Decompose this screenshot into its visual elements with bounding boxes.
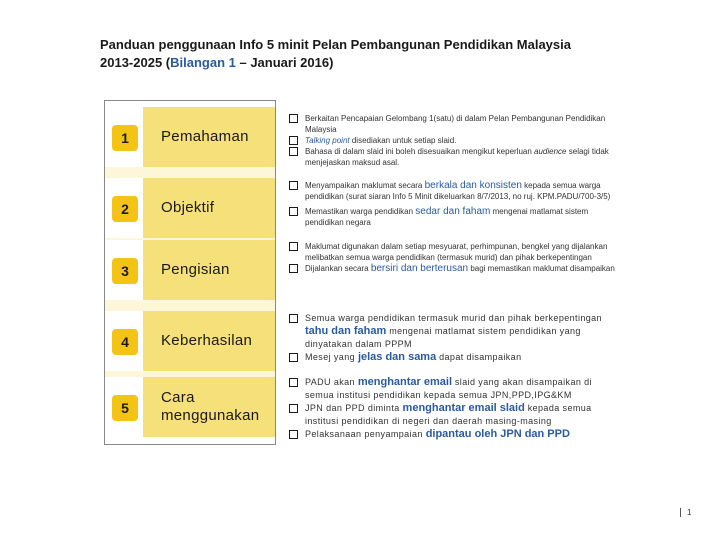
desc-objektif: [289, 180, 619, 228]
row-number-cell: [105, 178, 143, 238]
checkbox-bullet-icon: [289, 114, 298, 123]
bullet: [289, 428, 619, 441]
row-label-cell: [143, 377, 275, 437]
checkbox-bullet-icon: [289, 181, 298, 190]
number-badge: 1: [112, 125, 138, 151]
page-number-text: 1: [687, 508, 692, 517]
number-badge: 4: [112, 329, 138, 355]
row-label-cell: [143, 311, 275, 371]
row-label: Objektif: [161, 199, 215, 216]
bullet: [289, 312, 619, 351]
checkbox-bullet-icon: [289, 136, 298, 145]
row-number-cell: [105, 377, 143, 437]
bullet-text-italic: audience: [534, 147, 567, 156]
desc-pengisian: [289, 241, 619, 274]
bullet-text: disediakan untuk setiap slaid.: [349, 136, 457, 145]
row-separator: [105, 300, 275, 311]
row-label: Pengisian: [161, 261, 230, 278]
row-number-cell: [105, 240, 143, 300]
bullet-text: slaid yang akan disampaikan di semua institusi pendidikan kepada semua JPN,PPD,IPG&KM: [305, 377, 592, 400]
row-label-cell: [143, 240, 275, 300]
title-line-1: Panduan penggunaan Info 5 minit Pelan Pembangunan Pendidikan Malaysia: [100, 37, 571, 52]
checkbox-bullet-icon: [289, 242, 298, 251]
bullet: [289, 376, 619, 402]
bullet-text: Mesej yang: [305, 352, 358, 362]
title-issue-number: Bilangan 1: [170, 55, 236, 70]
row-keberhasilan: [105, 311, 275, 371]
title-line-2-post: – Januari 2016): [235, 55, 334, 70]
desc-cara-menggunakan: [289, 376, 619, 441]
bullet-emphasis: menghantar email: [357, 376, 452, 388]
bullet-text: Memastikan warga pendidikan: [305, 207, 416, 216]
bullet-text: kepada semua warga pendidikan (surat siaran Info 5 Minit dikeluarkan 8/7/2013, no ruj. KPM.PADU/700-3/5): [305, 181, 611, 201]
row-number-cell: [105, 107, 143, 167]
bullet-text: kepada semua institusi pendidikan di negeri dan daerah masing-masing: [305, 403, 592, 426]
desc-keberhasilan: [289, 312, 619, 364]
bullet: [289, 206, 619, 228]
bullet-text: mengenai matlamat sistem pendidikan yang dinyatakan dalam PPPM: [305, 326, 581, 349]
checkbox-bullet-icon: [289, 378, 298, 387]
bullet-text: mengenai matlamat sistem pendidikan negara: [305, 207, 589, 227]
page-title: [100, 36, 660, 72]
row-label: Pemahaman: [161, 128, 249, 145]
bullet-text: Pelaksanaan penyampaian: [305, 429, 426, 439]
bullet: [289, 146, 619, 168]
row-label: Cara menggunakan: [161, 389, 260, 424]
bullet: [289, 241, 619, 263]
bullet-text-italic: Talking point: [305, 136, 350, 145]
bullet-text: Bahasa di dalam slaid ini boleh disesuaikan mengikut keperluan: [305, 147, 535, 156]
bullet: [289, 180, 619, 202]
bullet-emphasis: sedar dan faham: [415, 206, 491, 217]
bullet-text: Berkaitan Pencapaian Gelombang 1(satu) di dalam Pelan Pembangunan Pendidikan Malaysia: [305, 114, 606, 134]
bullet: [289, 113, 619, 135]
bullet: [289, 263, 619, 274]
checkbox-bullet-icon: [289, 314, 298, 323]
row-label-cell: [143, 107, 275, 167]
checkbox-bullet-icon: [289, 207, 298, 216]
title-line-2: [100, 54, 660, 72]
bullet: [289, 351, 619, 364]
bullet-emphasis: dipantau oleh JPN dan PPD: [425, 428, 570, 440]
bullet-emphasis: jelas dan sama: [357, 351, 437, 363]
bullet-emphasis: menghantar email slaid: [402, 402, 525, 414]
bullet: [289, 402, 619, 428]
checkbox-bullet-icon: [289, 264, 298, 273]
checkbox-bullet-icon: [289, 353, 298, 362]
number-badge: 5: [112, 395, 138, 421]
desc-pemahaman: [289, 113, 619, 168]
bullet: [289, 135, 619, 146]
bullet-text: PADU akan: [305, 377, 358, 387]
bullet-text: dapat disampaikan: [436, 352, 522, 362]
row-label-cell: [143, 178, 275, 238]
bullet-text: JPN dan PPD diminta: [305, 403, 403, 413]
row-pengisian: [105, 240, 275, 300]
page-number: [680, 508, 691, 517]
bullet-text: Menyampaikan maklumat secara: [305, 181, 425, 190]
bullet-text: selagi tidak menjejaskan maksud asal.: [305, 147, 609, 167]
bullet-emphasis: berkala dan konsisten: [424, 180, 522, 191]
bullet-text: Semua warga pendidikan termasuk murid dan pihak berkepentingan: [305, 313, 602, 323]
bullet-emphasis: bersiri dan berterusan: [370, 263, 469, 274]
bullet-text: Maklumat digunakan dalam setiap mesyuarat, perhimpunan, bengkel yang dijalankan melibatkan semua warga pendidikan (termasuk murid) dan pihak berkepentingan: [305, 242, 608, 262]
row-cara-menggunakan: [105, 377, 275, 437]
checkbox-bullet-icon: [289, 147, 298, 156]
number-badge: 3: [112, 258, 138, 284]
row-number-cell: [105, 311, 143, 371]
page-divider: [680, 508, 681, 517]
checkbox-bullet-icon: [289, 404, 298, 413]
title-line-2-pre: 2013-2025 (: [100, 55, 171, 70]
row-label: Keberhasilan: [161, 332, 253, 349]
row-separator: [105, 167, 275, 178]
number-badge: 2: [112, 196, 138, 222]
bullet-text: bagi memastikan maklumat disampaikan: [468, 264, 615, 273]
row-objektif: [105, 178, 275, 238]
bullet-emphasis: tahu dan faham: [305, 325, 387, 337]
checkbox-bullet-icon: [289, 430, 298, 439]
bullet-text: Dijalankan secara: [305, 264, 371, 273]
row-pemahaman: [105, 107, 275, 167]
